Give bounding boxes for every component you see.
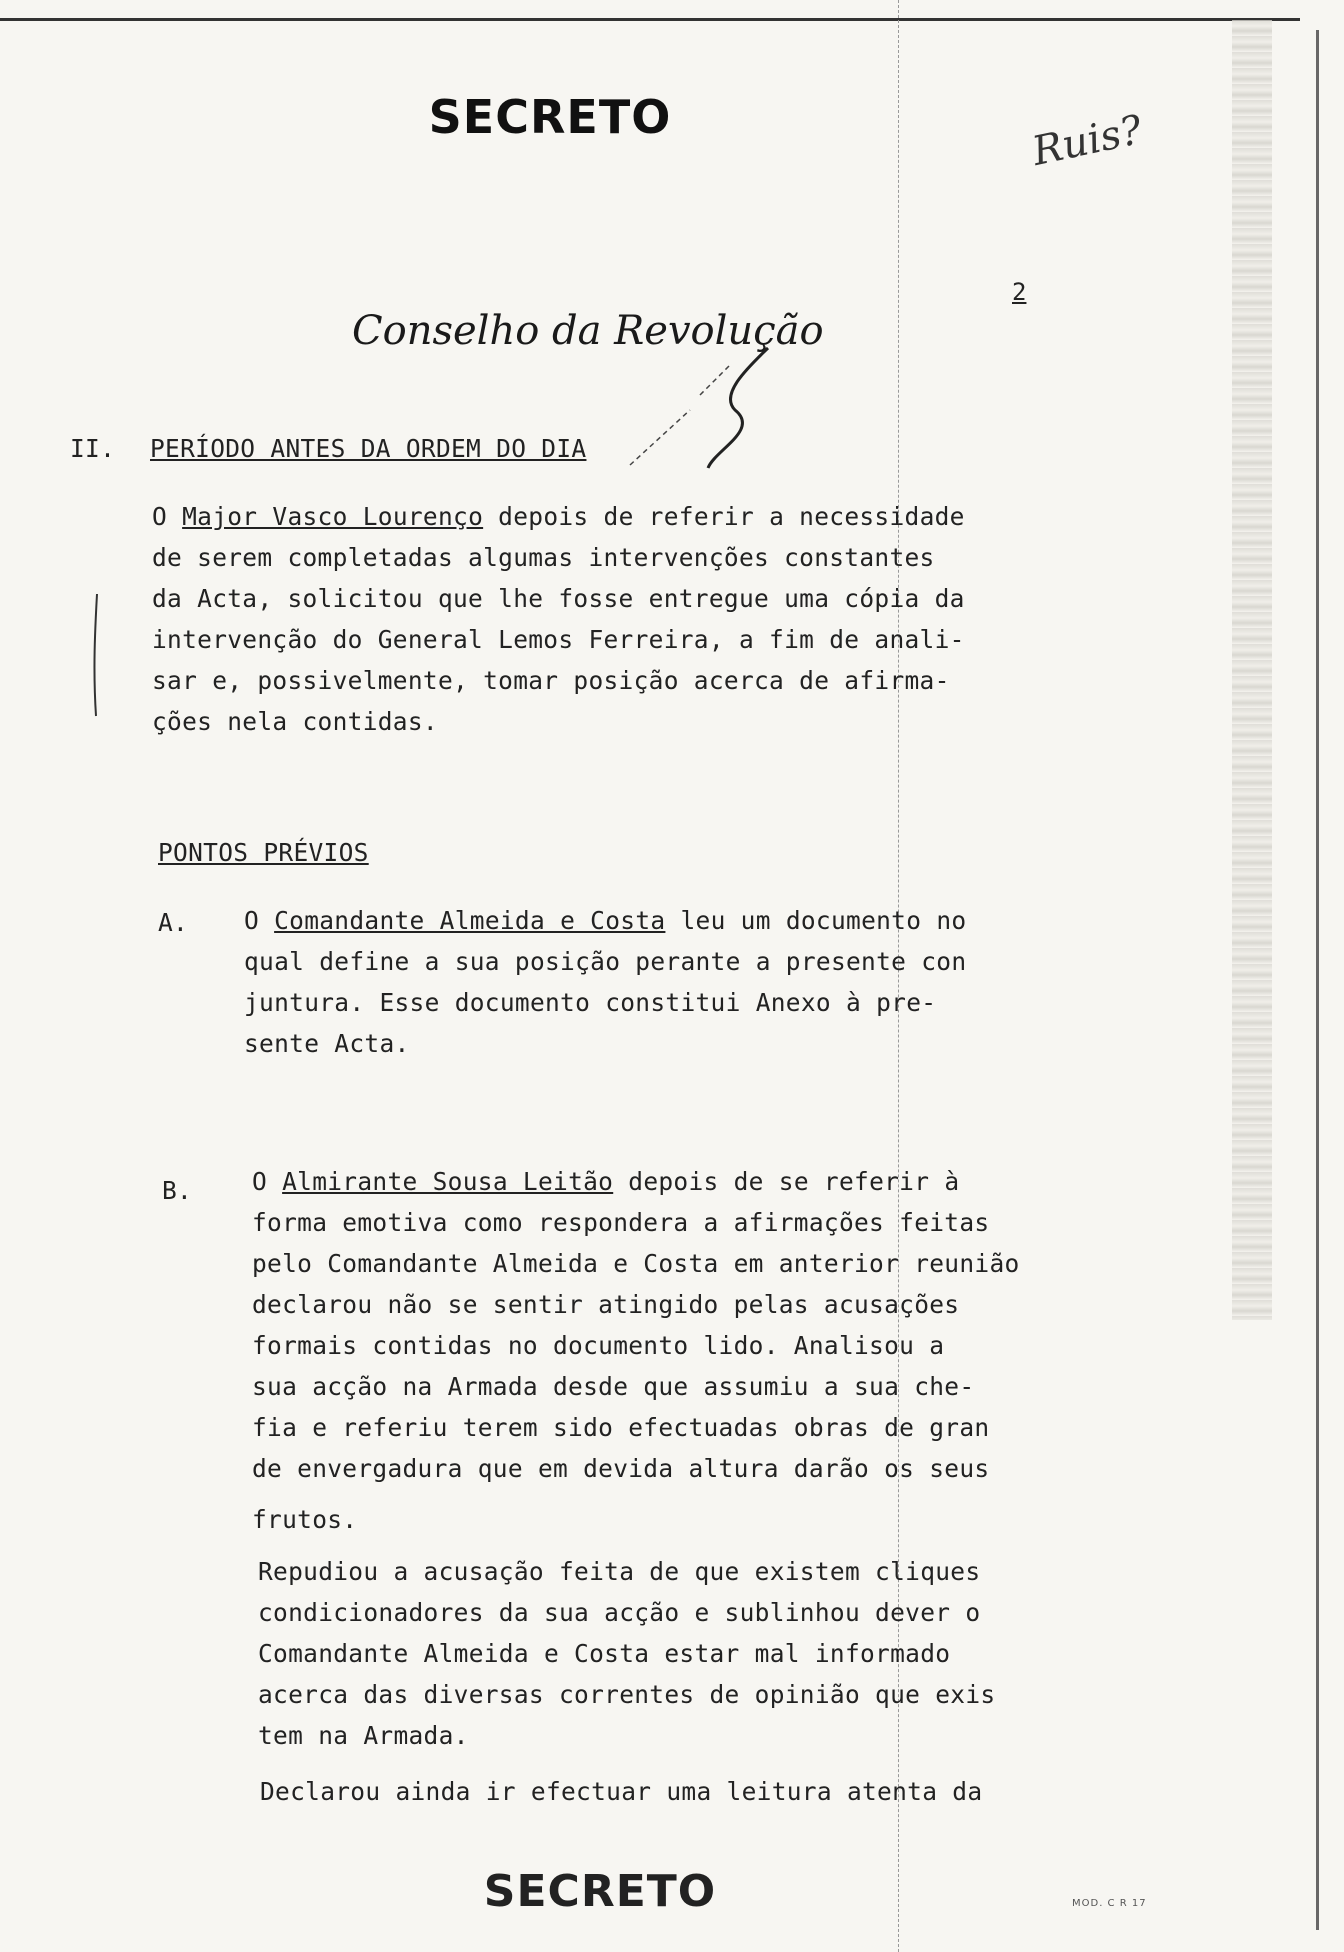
item-a-line-3: juntura. Esse documento constitui Anexo à pre- <box>244 988 937 1017</box>
handwritten-note: Ruis? <box>1028 106 1147 176</box>
handwritten-scribble <box>620 340 780 470</box>
item-a-line-2: qual define a sua posição perante a presente con <box>244 947 967 976</box>
intro-line-3: da Acta, solicitou que lhe fosse entregue uma cópia da <box>152 584 965 613</box>
page-number: 2 <box>1012 278 1027 306</box>
item-b-p2-line-1: Repudiou a acusação feita de que existem cliques <box>258 1557 981 1586</box>
top-border-line <box>0 18 1300 21</box>
item-a-line-1 <box>244 906 966 935</box>
section-title: PERÍODO ANTES DA ORDEM DO DIA <box>150 434 587 463</box>
intro-line-4: intervenção do General Lemos Ferreira, a fim de anali- <box>152 625 965 654</box>
item-b-p2-line-5: tem na Armada. <box>258 1721 469 1750</box>
item-b-line-8: de envergadura que em devida altura darão os seus <box>252 1454 990 1483</box>
item-a-letter: A. <box>158 908 189 937</box>
text-fragment: O <box>152 502 183 531</box>
section-number: II. <box>70 434 116 463</box>
item-b-line-1 <box>252 1167 959 1196</box>
letterhead-title: Conselho da Revolução <box>352 308 824 354</box>
item-b-line-4: declarou não se sentir atingido pelas acusações <box>252 1290 960 1319</box>
item-b-p2-line-2: condicionadores da sua acção e sublinhou dever o <box>258 1598 981 1627</box>
person-name-almirante: Almirante Sousa Leitão <box>282 1167 614 1196</box>
secret-stamp-bottom: SECRETO <box>483 1866 717 1917</box>
item-b-p2-line-4: acerca das diversas correntes de opinião que exis <box>258 1680 996 1709</box>
item-b-line-9: frutos. <box>252 1505 358 1534</box>
item-b-line-6: sua acção na Armada desde que assumiu a sua che- <box>252 1372 975 1401</box>
item-b-p3-line-1: Declarou ainda ir efectuar uma leitura atenta da <box>260 1777 983 1806</box>
item-b-line-2: forma emotiva como respondera a afirmações feitas <box>252 1208 990 1237</box>
scan-edge-noise <box>1232 20 1272 1320</box>
pontos-previos-heading: PONTOS PRÉVIOS <box>158 838 369 867</box>
item-b-line-3: pelo Comandante Almeida e Costa em anterior reunião <box>252 1249 1020 1278</box>
text-fragment: O <box>252 1167 283 1196</box>
item-b-line-7: fia e referiu terem sido efectuadas obras de gran <box>252 1413 990 1442</box>
right-edge-line <box>1316 30 1319 1930</box>
secret-stamp-top: SECRETO <box>428 90 672 144</box>
intro-line-5: sar e, possivelmente, tomar posição acerca de afirma- <box>152 666 950 695</box>
item-a-line-4: sente Acta. <box>244 1029 410 1058</box>
person-name-comandante: Comandante Almeida e Costa <box>274 906 666 935</box>
person-name-major: Major Vasco Lourenço <box>182 502 484 531</box>
item-b-p2-line-3: Comandante Almeida e Costa estar mal informado <box>258 1639 951 1668</box>
intro-line-6: ções nela contidas. <box>152 707 438 736</box>
margin-mark <box>88 590 108 720</box>
intro-line-2: de serem completadas algumas intervenções constantes <box>152 543 935 572</box>
text-fragment: depois de referir a necessidade <box>483 502 965 531</box>
intro-line-1 <box>152 502 965 531</box>
form-code: MOD. C R 17 <box>1072 1898 1147 1909</box>
text-fragment: leu um documento no <box>665 906 967 935</box>
item-b-line-5: formais contidas no documento lido. Analisou a <box>252 1331 945 1360</box>
text-fragment: O <box>244 906 275 935</box>
text-fragment: depois de se referir à <box>613 1167 960 1196</box>
item-b-letter: B. <box>162 1176 193 1205</box>
